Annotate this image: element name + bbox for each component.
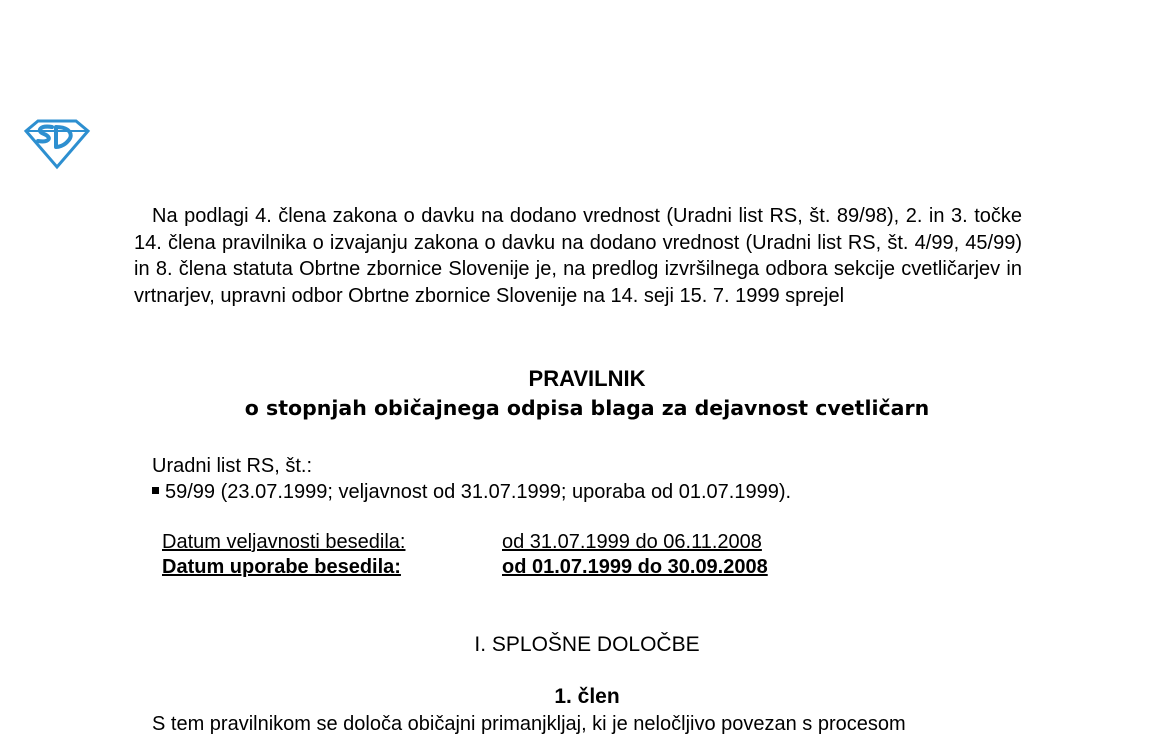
article-heading: 1. člen (554, 685, 620, 708)
sd-shield-logo-icon (22, 117, 92, 171)
gazette-label: Uradni list RS, št.: (152, 455, 313, 477)
use-date-label: Datum uporabe besedila: (162, 556, 401, 578)
article-text: S tem pravilnikom se določa običajni primanjkljaj, ki je neločljivo povezan s procesom (152, 713, 906, 735)
validity-date-label: Datum veljavnosti besedila: (162, 531, 406, 553)
document-subtitle: o stopnjah običajnega odpisa blaga za dejavnost cvetličarn (244, 396, 930, 420)
use-date-value: od 01.07.1999 do 30.09.2008 (502, 556, 768, 578)
validity-date-value: od 31.07.1999 do 06.11.2008 (502, 531, 762, 553)
gazette-entry-text: 59/99 (23.07.1999; veljavnost od 31.07.1999; uporaba od 01.07.1999). (165, 481, 792, 503)
bullet-icon (152, 487, 159, 494)
chapter-heading: I. SPLOŠNE DOLOČBE (474, 633, 700, 656)
gazette-entry (152, 481, 791, 504)
intro-paragraph: Na podlagi 4. člena zakona o davku na dodano vrednost (Uradni list RS, št. 89/98), 2. in 3. točke 14. člena pravilnika o izvajanju zakona o davku na dodano vrednost (Uradni list RS, št. 4/99, 45/99) in 8. člena statuta Obrtne zbornice Slovenije je, na predlog izvršilnega odbora sekcije cvetličarjev in vrtnarjev, upravni odbor Obrtne zbornice Slovenije na 14. seji 15. 7. 1999 sprejel (134, 205, 1022, 307)
document-title: PRAVILNIK (528, 366, 646, 391)
